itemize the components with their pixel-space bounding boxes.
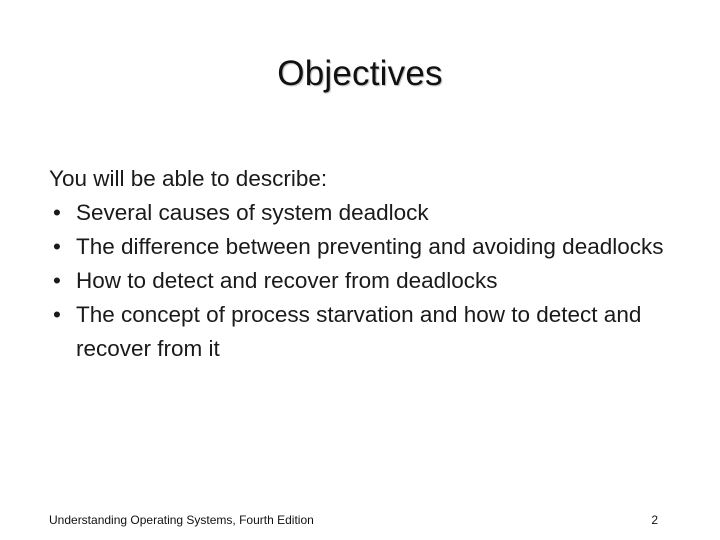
slide-title: Objectives	[277, 54, 443, 93]
list-item	[49, 196, 689, 230]
slide-body	[49, 162, 689, 366]
list-item	[49, 264, 689, 298]
page-number: 2	[651, 513, 658, 527]
bullet-icon: •	[53, 302, 61, 327]
list-item-text: The difference between preventing and avoiding deadlocks	[76, 234, 664, 259]
list-item-text: How to detect and recover from deadlocks	[76, 268, 498, 293]
bullet-icon: •	[53, 268, 61, 293]
list-item	[49, 230, 689, 264]
bullet-icon: •	[53, 234, 61, 259]
intro-text: You will be able to describe:	[49, 166, 328, 191]
list-item	[49, 298, 689, 366]
list-item-text: The concept of process starvation and how to detect and recover from it	[76, 302, 642, 361]
footer-source: Understanding Operating Systems, Fourth Edition	[49, 513, 314, 527]
bullet-icon: •	[53, 200, 61, 225]
list-item-text: Several causes of system deadlock	[76, 200, 429, 225]
objectives-list	[49, 196, 689, 366]
